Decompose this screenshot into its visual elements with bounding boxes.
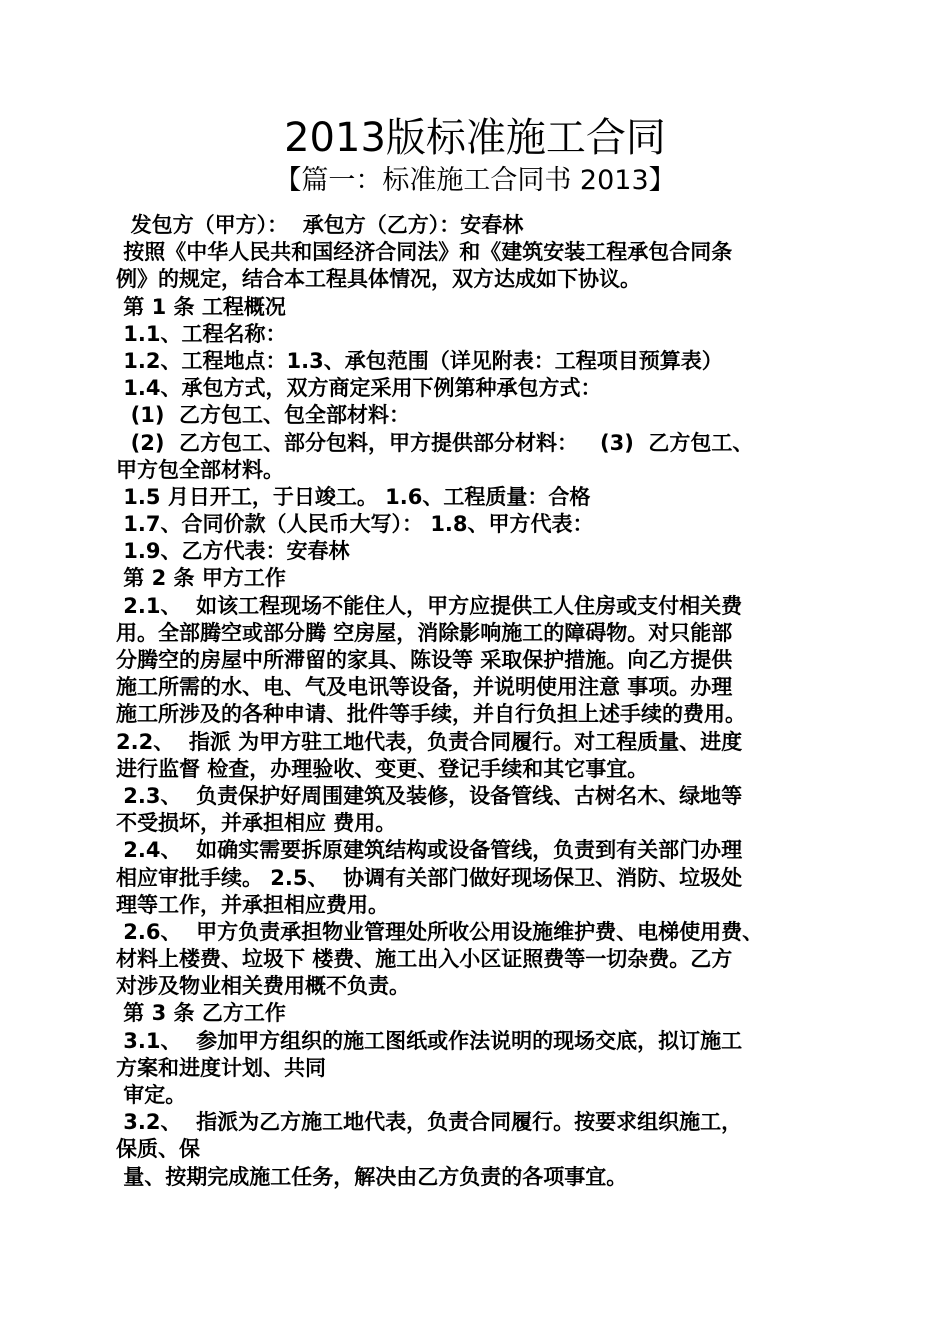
body-line: 审定。 xyxy=(116,1083,187,1107)
body-line: 3.2、 指派为乙方施工地代表，负责合同履行。按要求组织施工， xyxy=(116,1110,743,1135)
body-line: 3.1、 参加甲方组织的施工图纸或作法说明的现场交底，拟订施工 xyxy=(116,1028,743,1053)
body-line: 2.4、 如确实需要拆原建筑结构或设备管线，负责到有关部门办理 xyxy=(116,838,743,863)
body-line: 量、按期完成施工任务，解决由乙方负责的各项事宜。 xyxy=(116,1164,628,1189)
body-line: 1.5 月日开工，于日竣工。 1.6、工程质量：合格 xyxy=(116,484,591,509)
body-line: 2.2、 指派 为甲方驻工地代表，负责合同履行。对工程质量、进度 xyxy=(116,729,743,754)
body-line: 1.2、工程地点：1.3、承包范围（详见附表：工程项目预算表） xyxy=(116,348,723,373)
body-line: 按照《中华人民共和国经济合同法》和《建筑安装工程承包合同条 xyxy=(116,240,733,265)
body-line: 第 2 条 甲方工作 xyxy=(116,566,286,591)
body-line: 对涉及物业相关费用概不负责。 xyxy=(116,974,410,999)
body-line: 2.1、 如该工程现场不能住人，甲方应提供工人住房或支付相关费 xyxy=(116,593,743,618)
body-line: 方案和进度计划、共同 xyxy=(116,1055,326,1080)
body-line: 保质、保 xyxy=(116,1137,200,1162)
body-line: 2.3、 负责保护好周围建筑及装修，设备管线、古树名木、绿地等 xyxy=(116,783,743,808)
body-line: 例》的规定，结合本工程具体情况，双方达成如下协议。 xyxy=(116,267,641,292)
body-line: 理等工作，并承担相应费用。 xyxy=(116,892,389,917)
body-line: 相应审批手续。 2.5、 协调有关部门做好现场保卫、消防、垃圾处 xyxy=(116,865,743,890)
body-line: 用。全部腾空或部分腾 空房屋，消除影响施工的障碍物。对只能部 xyxy=(116,620,733,645)
body-line: 第 3 条 乙方工作 xyxy=(116,1001,286,1026)
body-line: 分腾空的房屋中所滞留的家具、陈设等 采取保护措施。向乙方提供 xyxy=(116,648,733,672)
body-line: (1) 乙方包工、包全部材料： xyxy=(116,403,411,428)
body-line: 不受损坏，并承担相应 费用。 xyxy=(116,811,397,836)
body-line: 进行监督 检查，办理验收、变更、登记手续和其它事宜。 xyxy=(116,756,649,781)
body-line: 材料上楼费、垃圾下 楼费、施工出入小区证照费等一切杂费。乙方 xyxy=(116,947,733,972)
document-subtitle: 【篇一：标准施工合同书 2013】 xyxy=(274,165,676,196)
body-line: 第 1 条 工程概况 xyxy=(116,294,286,319)
body-line: 1.4、承包方式，双方商定采用下例第种承包方式： xyxy=(116,376,602,401)
body-line: 1.7、合同价款（人民币大写）： 1.8、甲方代表： xyxy=(116,512,594,537)
body-line: 1.9、乙方代表：安春林 xyxy=(116,539,350,564)
body-line: 施工所需的水、电、气及电讯等设备，并说明使用注意 事项。办理 xyxy=(116,675,733,700)
body-line: 2.6、 甲方负责承担物业管理处所收公用设施维护费、电梯使用费、 xyxy=(116,919,764,944)
body-line: 发包方（甲方）： 承包方（乙方）：安春林 xyxy=(116,213,524,237)
body-line: 甲方包全部材料。 xyxy=(116,457,284,482)
contract-body xyxy=(116,212,836,1191)
body-line: 1.1、工程名称： xyxy=(116,321,287,346)
body-line: (2) 乙方包工、部分包料，甲方提供部分材料： (3) 乙方包工、 xyxy=(116,430,754,455)
document-title: 2013版标准施工合同 xyxy=(284,115,666,161)
body-line: 施工所涉及的各种申请、批件等手续，并自行负担上述手续的费用。 xyxy=(116,702,746,727)
